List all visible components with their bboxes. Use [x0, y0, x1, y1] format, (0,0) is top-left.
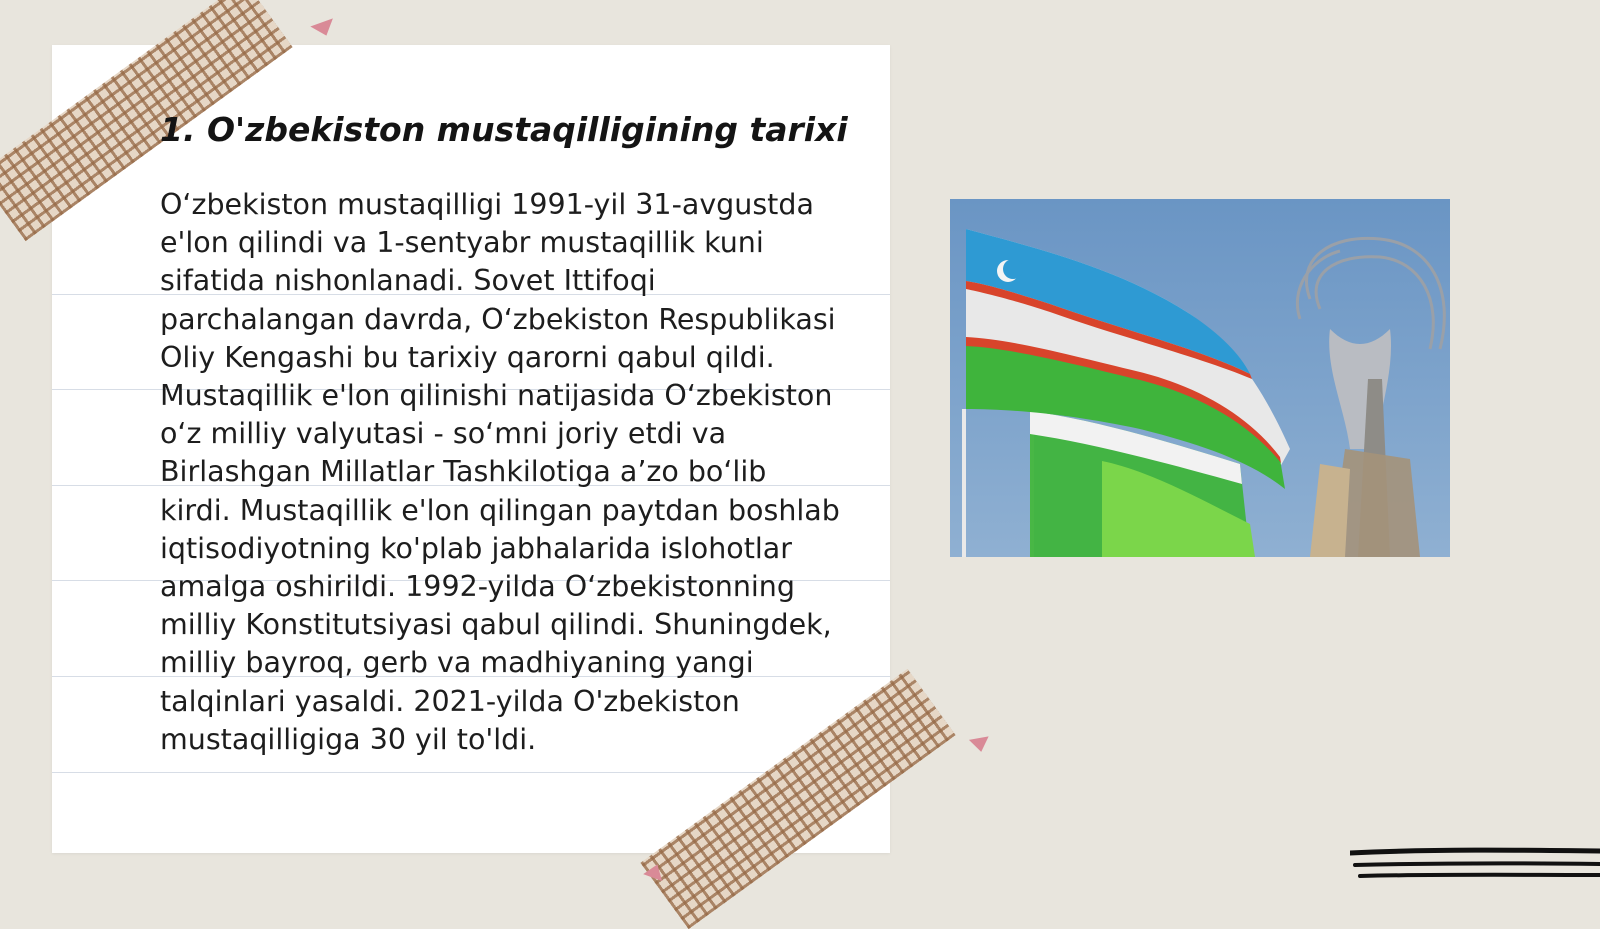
tape-tab-decoration — [969, 736, 991, 753]
tape-tab-decoration — [310, 18, 337, 39]
uzbekistan-flags-photo — [950, 199, 1450, 557]
slide-title: 1. O'zbekiston mustaqilligining tarixi — [160, 110, 848, 149]
brush-stroke-decoration — [1350, 845, 1600, 895]
flags-photo-illustration — [950, 199, 1450, 557]
slide-body-text: O‘zbekiston mustaqilligi 1991-yil 31-avgustda e'lon qilindi va 1-sentyabr mustaqillik kuni sifatida nishonlanadi. Sovet Ittifoqi parchalangan davrda, O‘zbekiston Respublikasi Oliy Kengashi bu tarixiy qarorni qabul qildi. Mustaqillik e'lon qilinishi natijasida O‘zbekiston o‘z milliy valyutasi - so‘mni joriy etdi va Birlashgan Millatlar Tashkilotiga a’zo bo‘lib kirdi. Mustaqillik e'lon qilingan paytdan boshlab iqtisodiyotning ko'plab jabhalarida islohotlar amalga oshirildi. 1992-yilda O‘zbekistonning milliy Konstitutsiyasi qabul qilindi. Shuningdek, milliy bayroq, gerb va madhiyaning yangi talqinlari yasaldi. 2021-yilda O'zbekiston mustaqilligiga 30 yil to'ldi. — [160, 188, 840, 756]
